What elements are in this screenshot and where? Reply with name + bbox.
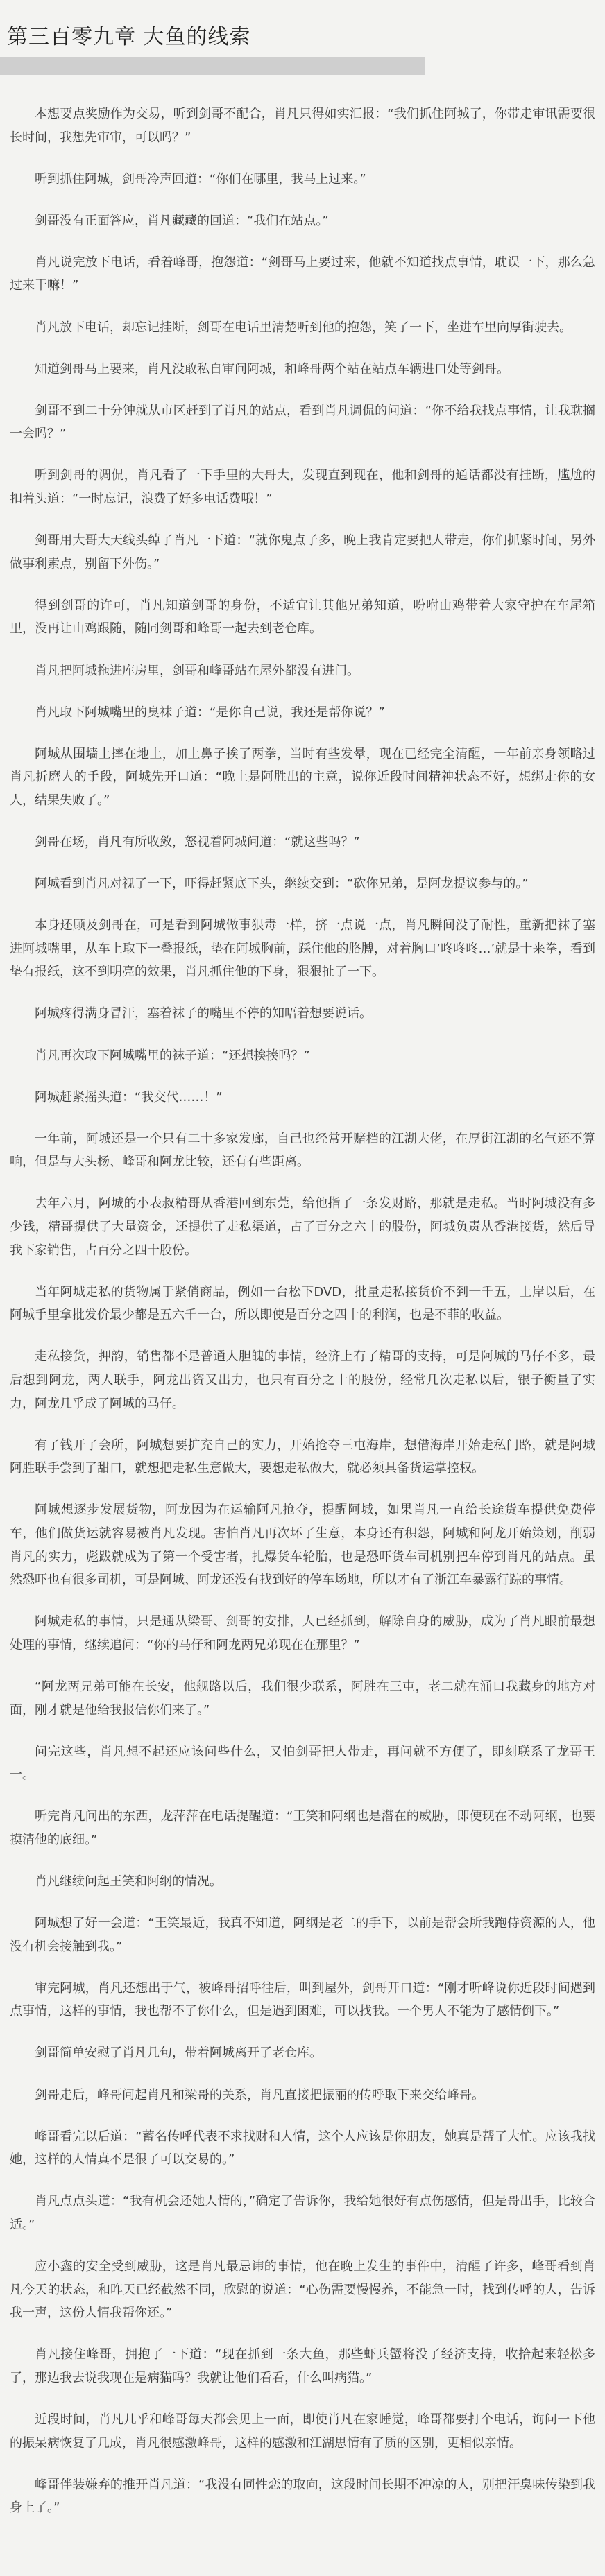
paragraph: 剑哥不到二十分钟就从市区赶到了肖凡的站点，看到肖凡调侃的问道：“你不给我找点事情，让我耽搁一会吗？” [10, 403, 595, 442]
paragraph: 肖凡点点头道：“我有机会还她人情的，”确定了告诉你，我给她很好有点伤感情，但是哥出手，比较合适。” [10, 2194, 595, 2232]
paragraph: 峰哥伴装嫌弃的推开肖凡道：“我没有同性恋的取向，这段时间长期不冲凉的人，别把汗臭味传染到我身上了。” [10, 2477, 595, 2516]
paragraph: 本身还顾及剑哥在，可是看到阿城做事狠毒一样，挤一点说一点，肖凡瞬间没了耐性，重新把袜子塞进阿城嘴里，从车上取下一叠报纸，垫在阿城胸前，踩住他的胳膊，对着胸口‘咚咚咚…’就是十来拳，看到垫有报纸，这不到明亮的效果，肖凡抓住他的下身，狠狠扯了一下。 [10, 918, 595, 980]
paragraph: 听完肖凡问出的东西，龙萍萍在电话提醒道：“王笑和阿纲也是潜在的威胁，即便现在不动阿纲，也要摸清他的底细。” [10, 1809, 595, 1847]
paragraph: 肖凡说完放下电话，看着峰哥，抱怨道：“剑哥马上要过来，他就不知道找点事情，耽误一下，那么急过来干嘛！” [10, 254, 595, 293]
paragraph: 知道剑哥马上要来，肖凡没敢私自审问阿城，和峰哥两个站在站点车辆进口处等剑哥。 [35, 361, 509, 377]
paragraph: 剑哥走后，峰哥问起肖凡和梁哥的关系，肖凡直接把振丽的传呼取下来交给峰哥。 [35, 2087, 484, 2102]
paragraph: 剑哥没有正面答应，肖凡藏藏的回道：“我们在站点。” [35, 213, 329, 228]
paragraph: 阿城疼得满身冒汗，塞着袜子的嘴里不停的知唔着想要说话。 [35, 1006, 372, 1021]
paragraph: 阿城看到肖凡对视了一下，吓得赶紧底下头，继续交到：“砍你兄弟，是阿龙提议参与的。” [35, 876, 529, 892]
chapter-body [10, 103, 595, 2538]
paragraph: 肖凡继续问起王笑和阿纲的情况。 [35, 1874, 222, 1889]
paragraph: 去年六月，阿城的小表叔精哥从香港回到东莞，给他指了一条发财路，那就是走私。当时阿城没有多少钱，精哥提供了大量资金，还提供了走私渠道，占了百分之六十的股份，阿城负责从香港接货，然后导我下家销售，占百分之四十股份。 [10, 1196, 595, 1258]
paragraph: 近段时间，肖凡几乎和峰哥每天都会见上一面，即使肖凡在家睡觉，峰哥都要打个电话，询问一下他的振呆病恢复了几成，肖凡很感激峰哥，这样的感激和江湖思情有了质的区别，更相似亲情。 [10, 2412, 595, 2450]
paragraph: 剑哥在场，肖凡有所收敛，怒视着阿城问道：“就这些吗？” [35, 834, 360, 849]
paragraph: 阿城想逐步发展货物，阿龙因为在运输阿凡抢夺，提醒阿城，如果肖凡一直给长途货车提供免费停车，他们做货运就容易被肖凡发现。害怕肖凡再次坏了生意，本身还有积怨，阿城和阿龙开始策划，削弱肖凡的实力，彪跋就成为了第一个受害者，扎爆货车轮胎，也是恐吓货车司机别把车停到肖凡的站点。虽然恐吓也有很多司机，可是阿城、阿龙还没有找到好的停车场地，所以才有了浙江车暴露行踪的事情。 [10, 1503, 595, 1588]
paragraph: 得到剑哥的许可，肖凡知道剑哥的身份，不适宜让其他兄弟知道，吩咐山鸡带着大家守护在车尾箱里，没再让山鸡跟随，随同剑哥和峰哥一起去到老仓库。 [10, 598, 595, 637]
paragraph: 走私接货，押韵，销售都不是普通人胆魄的事情，经济上有了精哥的支持，可是阿城的马仔不多，最后想到阿龙，两人联手，阿龙出资又出力，也只有百分之十的股份，经常几次走私以后，银子衡量了实力，阿龙几乎成了阿城的马仔。 [10, 1349, 595, 1411]
paragraph: 一年前，阿城还是一个只有二十多家发廊，自己也经常开赌档的江湖大佬，在厚街江湖的名气还不算响，但是与大头杨、峰哥和阿龙比较，还有有些距离。 [10, 1131, 595, 1170]
paragraph: 问完这些，肖凡想不起还应该问些什么，又怕剑哥把人带走，再问就不方便了，即刻联系了龙哥王一。 [10, 1744, 595, 1783]
paragraph: 阿城从围墙上摔在地上，加上鼻子挨了两拳，当时有些发晕，现在已经完全清醒，一年前亲身领略过肖凡折磨人的手段，阿城先开口道：“晚上是阿胜出的主意，说你近段时间精神状态不好，想绑走你的女人，结果失败了。” [10, 746, 595, 808]
paragraph: 肖凡再次取下阿城嘴里的袜子道：“还想挨揍吗？” [35, 1048, 310, 1063]
paragraph: 肖凡取下阿城嘴里的臭袜子道：“是你自己说，我还是帮你说？” [35, 704, 385, 720]
paragraph: 听到抓住阿城，剑哥冷声回道：“你们在哪里，我马上过来。” [35, 171, 366, 187]
paragraph: 本想要点奖励作为交易，听到剑哥不配合，肖凡只得如实汇报：“我们抓住阿城了，你带走审讯需要很长时间，我想先审审，可以吗？” [10, 107, 595, 145]
paragraph: 阿城想了好一会道：“王笑最近，我真不知道，阿纲是老二的手下，以前是帮会所我跑侍资源的人，他没有机会接触到我。” [10, 1916, 595, 1954]
paragraph: “阿龙两兄弟可能在长安，他舰路以后，我们很少联系，阿胜在三屯，老二就在涌口我藏身的地方对面，刚才就是他给我报信你们来了。” [10, 1679, 595, 1718]
paragraph: 肖凡接住峰哥，拥抱了一下道：“现在抓到一条大鱼，那些虾兵蟹将没了经济支持，收拾起来轻松多了，那边我去说我现在是病猫吗？我就让他们看看，什么叫病猫。” [10, 2347, 595, 2385]
paragraph: 肖凡放下电话，却忘记挂断，剑哥在电话里清楚听到他的抱怨，笑了一下，坐进车里向厚街驶去。 [35, 320, 572, 335]
paragraph: 审完阿城，肖凡还想出于气，被峰哥招呼往后，叫到屋外，剑哥开口道：“刚才听峰说你近段时间遇到点事情，这样的事情，我也帮不了你什么，但是遇到困难，可以找我。一个男人不能为了感情倒下。” [10, 1980, 595, 2019]
title-underline-bar [0, 57, 425, 75]
paragraph: 剑哥用大哥大天线头绰了肖凡一下道：“就你鬼点子多，晚上我肯定要把人带走，你们抓紧时间，另外做事利索点，别留下外伤。” [10, 533, 595, 571]
chapter-title: 第三百零九章 大鱼的线索 [7, 25, 251, 49]
paragraph: 听到剑哥的调侃，肖凡看了一下手里的大哥大，发现直到现在，他和剑哥的通话都没有挂断，尴尬的扣着头道：“一时忘记，浪费了好多电话费哦！” [10, 468, 595, 507]
paragraph: 峰哥看完以后道：“蓄名传呼代表不求找财和人情，这个人应该是你朋友，她真是帮了大忙。应该我找她，这样的人情真不是很了可以交易的。” [10, 2129, 595, 2168]
paragraph: 阿城走私的事情，只是通从梁哥、剑哥的安排，人已经抓到，解除自身的威胁，成为了肖凡眼前最想处理的事情，继续追问：“你的马仔和阿龙两兄弟现在在那里？” [10, 1614, 595, 1652]
page-bottom [0, 2564, 605, 2576]
paragraph: 应小鑫的安全受到威胁，这是肖凡最忌讳的事情，他在晚上发生的事件中，清醒了许多，峰哥看到肖凡今天的状态，和昨天已经截然不同，欣慰的说道：“心伤需要慢慢养，不能急一时，找到传呼的人，告诉我一声，这份人情我帮你还。” [10, 2259, 595, 2321]
paragraph: 有了钱开了会所，阿城想要扩充自己的实力，开始抢夺三屯海岸，想借海岸开始走私门路，就是阿城阿胜联手尝到了甜口，就想把走私生意做大，要想走私做大，就必须具备货运掌控权。 [10, 1437, 595, 1476]
paragraph: 肖凡把阿城拖进库房里，剑哥和峰哥站在屋外都没有进门。 [35, 663, 359, 678]
chapter-header [0, 0, 605, 80]
paragraph: 剑哥简单安慰了肖凡几句，带着阿城离开了老仓库。 [35, 2046, 322, 2061]
paragraph: 当年阿城走私的货物属于紧俏商品，例如一台松下DVD，批量走私接货价不到一千五，上岸以后，在阿城手里拿批发价最少都是五六千一台，所以即使是百分之四十的利润，也是不菲的收益。 [10, 1284, 595, 1323]
paragraph: 阿城赶紧摇头道：“我交代……！” [35, 1089, 223, 1105]
